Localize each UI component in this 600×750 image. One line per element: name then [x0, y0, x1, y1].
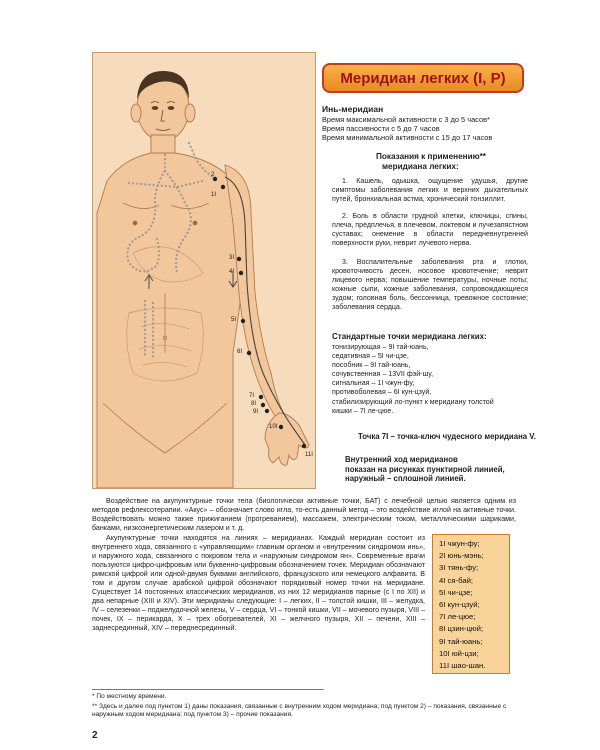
yin-heading: Инь-меридиан — [322, 104, 384, 114]
list-item: стабилизирующий ло-пункт к меридиану толстой — [332, 397, 494, 406]
point-label-4: 4I — [229, 269, 235, 275]
point-label-9: 9I — [253, 409, 259, 415]
legend-item: 5I чи-цзе; — [439, 587, 473, 597]
points-legend — [432, 534, 510, 674]
standard-points-list — [332, 343, 530, 416]
point-label-2: 2 — [211, 172, 215, 178]
list-item: сочувственная – 13VII фэй-шу, — [332, 370, 434, 379]
list-item: противоболевая – 6I кун-цзуй, — [332, 388, 432, 397]
legend-item: 4I ся-бай; — [439, 575, 474, 585]
indication-2: 2. Боль в области грудной клетки, ключицы, спины, плеча, предплечья, в плечевом, локтевом и лучезапястном суставах; онемение в области передневнутренней поверхности руки, неврит лучевого нерва. — [332, 212, 528, 247]
legend-item: 7I ле-цюе; — [439, 612, 476, 622]
standard-points-heading: Стандартные точки меридиана легких: — [332, 332, 487, 341]
body-figure-svg — [93, 53, 315, 488]
legend-item: 9I тай-юань; — [439, 636, 483, 646]
point-label-1: 1I — [211, 192, 217, 198]
point-label-11: 11I — [305, 452, 313, 458]
course-note: Внутренний ход меридианов показан на рисунках пунктирной линией, наружный – сплошной линией. — [345, 455, 505, 484]
point-label-6: 6I — [237, 349, 243, 355]
meridians-paragraph: Акупунктурные точки находятся на линиях – меридианах. Каждый меридиан состоит из внутреннего хода, связанного с «управляющим» главным органом и «внутренним синдромом инь», и наружного хода, связанного с покровом тела и «наружным синдромом ян». Современные врачи пользуются цифро-цифровым или буквенно-цифровым обозначением точек. Меридиан обозначают римской цифрой или одной-двумя буквами английского, французского или немецкого алфавита. В том и другом случае арабской цифрой обозначают порядковый номер точки на меридиане. Существует 14 постоянных классических меридианов, из них 12 меридианов парные (с I по XII) и два непарные (XIII и XIV). Эти меридианы следующие: I – легких, II – толстой кишки, III – желудка, IV – селезенки – поджелудочной железы, V – сердца, VI – тонкой кишки, VII – мочевого пузыря, VIII – почек, IX – перикарда, X – трех обогревателей, XI – желчного пузыря, XII – печени, XIII – заднесрединный, XIV – переднесрединный. — [92, 534, 425, 632]
footnote-1: * По местному времени. — [92, 693, 167, 700]
legend-item: 10I юй-цзи; — [439, 648, 479, 658]
list-item: сигнальная – 1I чжун-фу, — [332, 379, 415, 388]
legend-item: 3I тянь-фу; — [439, 563, 479, 573]
legend-item: 6I кун-цзуй; — [439, 600, 480, 610]
key-point-note: Точка 7I – точка-ключ чудесного меридиана V. — [358, 432, 536, 441]
page-number: 2 — [92, 730, 98, 741]
meridian-illustration — [92, 52, 316, 489]
legend-item: 11I шао-шан. — [439, 661, 486, 671]
indication-1: 1. Кашель, одышка, ощущение удушья, другие симптомы заболевания легких и верхних дыхательных путей, бронхиальная астма, хронический тонзиллит. — [332, 177, 528, 203]
time-max: Время максимальной активности с 3 до 5 часов* — [322, 115, 490, 124]
footnote-divider — [92, 689, 324, 690]
indications-heading: Показания к применению** меридиана легких: — [376, 152, 486, 171]
list-item: кишки – 7I ле-цюе. — [332, 406, 394, 415]
point-label-5: 5I — [231, 317, 237, 323]
time-min: Время минимальной активности с 15 до 17 часов — [322, 133, 493, 142]
legend-item: 2I юнь-мэнь; — [439, 551, 484, 561]
point-label-3: 3I — [229, 255, 235, 261]
title-banner — [322, 63, 524, 93]
list-item: тонизирующая – 9I тай-юань, — [332, 343, 429, 351]
intro-paragraph: Воздействие на акупунктурные точки тела (биологически активные точки, БАТ) с лечебной целью является одним из методов рефлексотерапии. «Акус» – обозначает слово игла, то-есть данный метод – это воздействие иглой на активные точки. Воздействовать можно также прижиганием (прогреванием), массажем, электрическим током, металлическими шариками, банками, низкоэнергетическим лазером и т. д. — [92, 497, 516, 532]
point-label-10: 10I — [269, 424, 278, 430]
list-item: седативная – 5I чи-цзе, — [332, 352, 409, 361]
point-label-7: 7I — [249, 393, 255, 399]
page-title: Меридиан легких (I, P) — [340, 69, 506, 87]
point-label-8: 8I — [251, 401, 257, 407]
legend-item: 8I цзин-цюй; — [439, 624, 484, 634]
indication-3: 3. Воспалительные заболевания рта и глотки, кровоточивость десен, носовое кровотечение; неврит лицевого нерва; повышение температуры, ночные поты; кожные сыпи, кожные заболевания, сопровождающиеся зудом; головная боль, бессонница, тревожное состояние; заболевания сердца. — [332, 258, 528, 311]
footnote-2: ** Здесь и далее под пунктом 1) даны показания, связанные с внутренним ходом меридиана; под пунктом 2) – показания, связанные с наружным ходом меридиана; под пунктом 3) – прочие показания. — [92, 703, 507, 719]
time-passive: Время пассивности с 5 до 7 часов — [322, 124, 440, 133]
legend-item: 1I чжун-фу; — [439, 539, 480, 548]
list-item: пособник – 9I тай-юань, — [332, 361, 411, 370]
